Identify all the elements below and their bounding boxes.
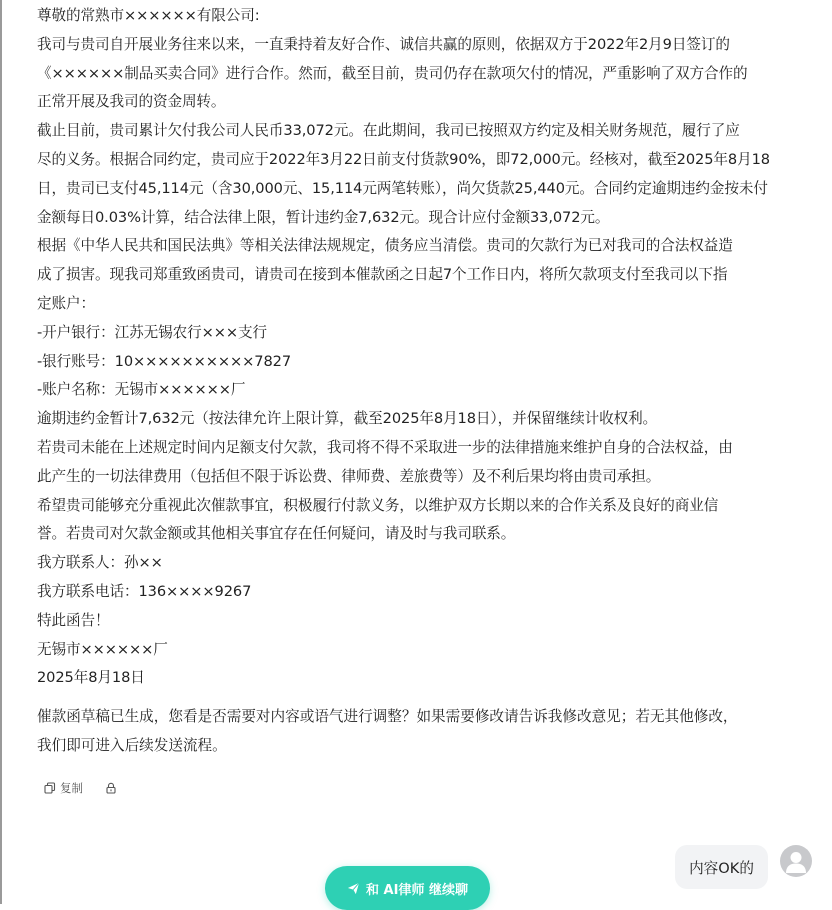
copy-icon [44,782,56,794]
letter-line: 我方联系人：孙×× [37,554,163,572]
letter-line: 2025年8月18日 [37,669,145,687]
letter-line: 正常开展及我司的资金周转。 [37,93,226,111]
continue-chat-button[interactable] [325,866,490,910]
message-actions [44,780,117,796]
user-message-text: 内容OK的 [689,859,754,877]
closing-line: 催款函草稿已生成，您看是否需要对内容或语气进行调整？如果需要修改请告诉我修改意见；若无其他修改， [37,708,738,725]
letter-line: 逾期违约金暂计7,632元（按法律允许上限计算，截至2025年8月18日），并保留继续计收权利。 [37,410,658,428]
letter-line: 尊敬的常熟市××××××有限公司: [37,7,260,24]
copy-label: 复制 [60,781,83,795]
lock-icon [105,782,117,794]
closing-line: 我们即可进入后续发送流程。 [37,736,227,754]
window-edge [0,0,2,904]
letter-line: 定账户： [37,294,95,312]
user-avatar-icon[interactable] [780,845,812,877]
letter-line: 根据《中华人民共和国民法典》等相关法律法规规定，债务应当清偿。贵司的欠款行为已对我司的合法权益造 [37,237,733,255]
send-icon [347,882,360,895]
letter-line: 《××××××制品买卖合同》进行合作。然而，截至目前，贵司仍存在款项欠付的情况，严重影响了双方合作的 [37,64,748,82]
user-silhouette [780,845,812,877]
user-message-bubble [675,845,768,889]
letter-line: 成了损害。现我司郑重致函贵司，请贵司在接到本催款函之日起7个工作日内，将所欠款项支付至我司以下指 [37,266,728,284]
letter-line: 无锡市××××××厂 [37,640,168,658]
assistant-closing-message [37,703,817,761]
lock-button[interactable] [105,782,117,794]
letter-line: 日，贵司已支付45,114元（含30,000元、15,114元两笔转账），尚欠货款25,440元。合同约定逾期违约金按未付 [37,179,768,197]
collection-letter [37,2,817,693]
letter-line: 希望贵司能够充分重视此次催款事宜，积极履行付款义务，以维护双方长期以来的合作关系及良好的商业信 [37,496,719,514]
letter-line: 金额每日0.03%计算，结合法律上限，暂计违约金7,632元。现合计应付金额33,072元。 [37,208,610,226]
letter-line: 我方联系电话：136××××9267 [37,582,252,600]
copy-button[interactable] [44,780,83,796]
letter-line: 此产生的一切法律费用（包括但不限于诉讼费、律师费、差旅费等）及不利后果均将由贵司承担。 [37,467,661,485]
letter-line: 若贵司未能在上述规定时间内足额支付欠款，我司将不得不采取进一步的法律措施来维护自身的合法权益，由 [37,438,733,456]
continue-chat-label: 和 AI律师 继续聊 [366,882,468,898]
letter-line: -账户名称：无锡市××××××厂 [37,381,246,399]
letter-line: -银行账号：10××××××××××7827 [37,352,292,370]
letter-line: 尽的义务。根据合同约定，贵司应于2022年3月22日前支付货款90%，即72,000元。经核对，截至2025年8月18 [37,150,770,168]
letter-line: 我司与贵司自开展业务往来以来，一直秉持着友好合作、诚信共赢的原则，依据双方于2022年2月9日签订的 [37,35,730,53]
letter-line: 截止目前，贵司累计欠付我公司人民币33,072元。在此期间，我司已按照双方约定及相关财务规范，履行了应 [37,122,740,140]
letter-line: 誉。若贵司对欠款金额或其他相关事宜存在任何疑问，请及时与我司联系。 [37,525,516,543]
letter-line: -开户银行：江苏无锡农行×××支行 [37,323,267,341]
letter-line: 特此函告！ [37,611,110,629]
